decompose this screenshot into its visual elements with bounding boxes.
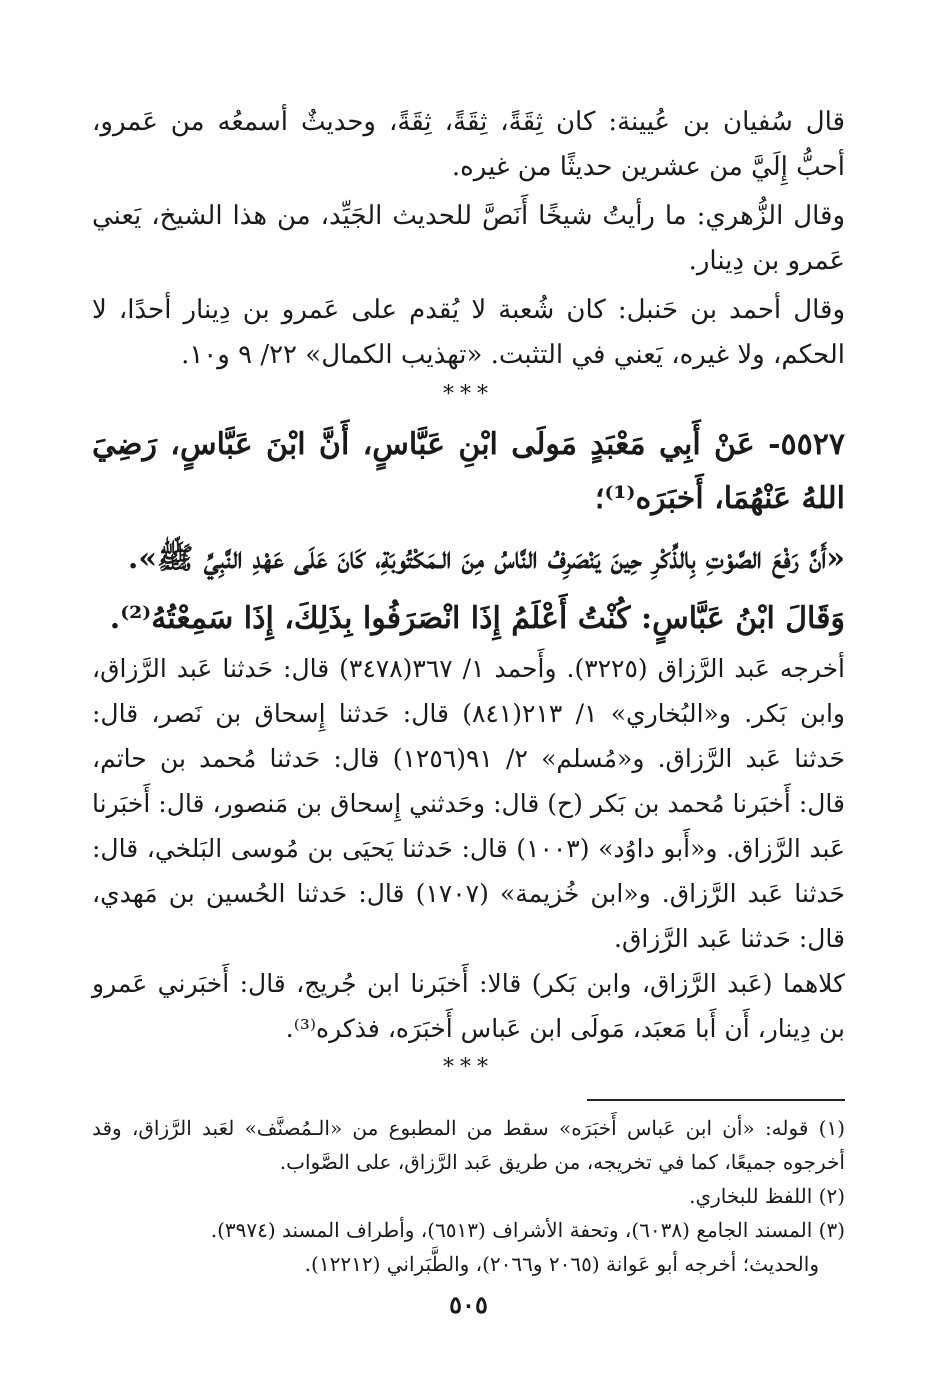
hadith-number: ٥٥٢٧- bbox=[768, 427, 845, 462]
hadith-isnad bbox=[92, 418, 845, 526]
footnote-3: (٣) المسند الجامع (٦٠٣٨)، وتحفة الأشراف (٦٥١٣)، وأطراف المسند (٣٩٧٤). bbox=[210, 1218, 845, 1242]
footnote-divider bbox=[587, 1099, 845, 1101]
footnote-1: (١) قوله: «أن ابن عَباس أَخبَرَه» سقط من المطبوع من «الـمُصنَّف» لعَبد الرَّزاق، وقد أخرجوه جميعًا، كما في تخريجه، من طريق عَبد الرَّزاق، على الصَّواب. bbox=[92, 1116, 845, 1174]
footnote-3-continuation: والحديث؛ أخرجه أبو عَوانة (٢٠٦٥ و٢٠٦٦)، والطَّبَراني (١٢٢١٢). bbox=[304, 1252, 819, 1276]
hadith-addition: وَقَالَ ابْنُ عَبَّاسٍ: كُنْتُ أَعْلَمُ إِذَا انْصَرَفُوا بِذَلِكَ، إِذَا سَمِعْتُهُ⁽²⁾. bbox=[109, 601, 845, 636]
takhrij-paragraph-1: أخرجه عَبد الرَّزاق (٣٢٢٥). وأَحمد ١/ ٣٦٧(٣٤٧٨) قال: حَدثنا عَبد الرَّزاق، وابن بَكر. و«البُخاري» ١/ ٢١٣(٨٤١) قال: حَدثنا إِسحاق بن نَصر، قال: حَدثنا عَبد الرَّزاق. و«مُسلم» ٢/ ٩١(١٢٥٦) قال: حَدثنا مُحمد بن حاتم، قال: أَخبَرنا مُحمد بن بَكر (ح) قال: وحَدثني إِسحاق بن مَنصور، قال: أَخبَرنا عَبد الرَّزاق. و«أَبو داوُد» (١٠٠٣) قال: حَدثنا يَحيَى بن مُوسى البَلخي، قال: حَدثنا عَبد الرَّزاق. و«ابن خُزيمة» (١٧٠٧) قال: حَدثنا الحُسين بن مَهدي، قال: حَدثنا عَبد الرَّزاق. bbox=[92, 654, 846, 953]
page-number: ٥٠٥ bbox=[449, 1290, 488, 1319]
section-separator-1: *** bbox=[443, 382, 494, 407]
page-body bbox=[92, 100, 845, 1281]
intro-paragraph-1: قال سُفيان بن عُيينة: كان ثِقَةً، ثِقَةً، ثِقَةً، وحديثٌ أسمعُه من عَمرو، أحبُّ إِلَيَّ من عشرين حديثًا من غيره. bbox=[92, 107, 845, 182]
takhrij-paragraph-2: كلاهما (عَبد الرَّزاق، وابن بَكر) قالا: أَخبَرنا ابن جُريج، قال: أَخبَرني عَمرو بن دِينار، أَن أَبا مَعبَد، مَولَى ابن عَباس أَخبَرَه، فذكره⁽³⁾. bbox=[92, 969, 845, 1043]
intro-paragraph-3: وقال أحمد بن حَنبل: كان شُعبة لا يُقدم على عَمرو بن دِينار أحدًا، لا الحكم، ولا غيره، يَعني في التثبت. «تهذيب الكمال» ٢٢/ ٩ و١٠. bbox=[92, 295, 845, 370]
intro-paragraph-2: وقال الزُّهري: ما رأيتُ شيخًا أَنَصَّ للحديث الجَيِّد، من هذا الشيخ، يَعني عَمرو بن دِينار. bbox=[92, 201, 846, 276]
hadith-matn: «أَنَّ رَفْعَ الصَّوْتِ بِالذِّكْرِ حِينَ يَنْصَرِفُ النَّاسُ مِنَ الـمَكْتُوبَةِ، كَانَ عَلَى عَهْدِ النَّبِيِّ ﷺ». bbox=[127, 541, 845, 576]
section-separator-2: *** bbox=[443, 1055, 494, 1080]
hadith-isnad-text: عَنْ أَبِي مَعْبَدٍ مَولَى ابْنِ عَبَّاسٍ، أَنَّ ابْنَ عَبَّاسٍ، رَضِيَ اللهُ عَنْهُمَا، أَخبَرَه⁽¹⁾؛ bbox=[92, 427, 845, 516]
footnote-2: (٢) اللفظ للبخاري. bbox=[689, 1184, 845, 1208]
